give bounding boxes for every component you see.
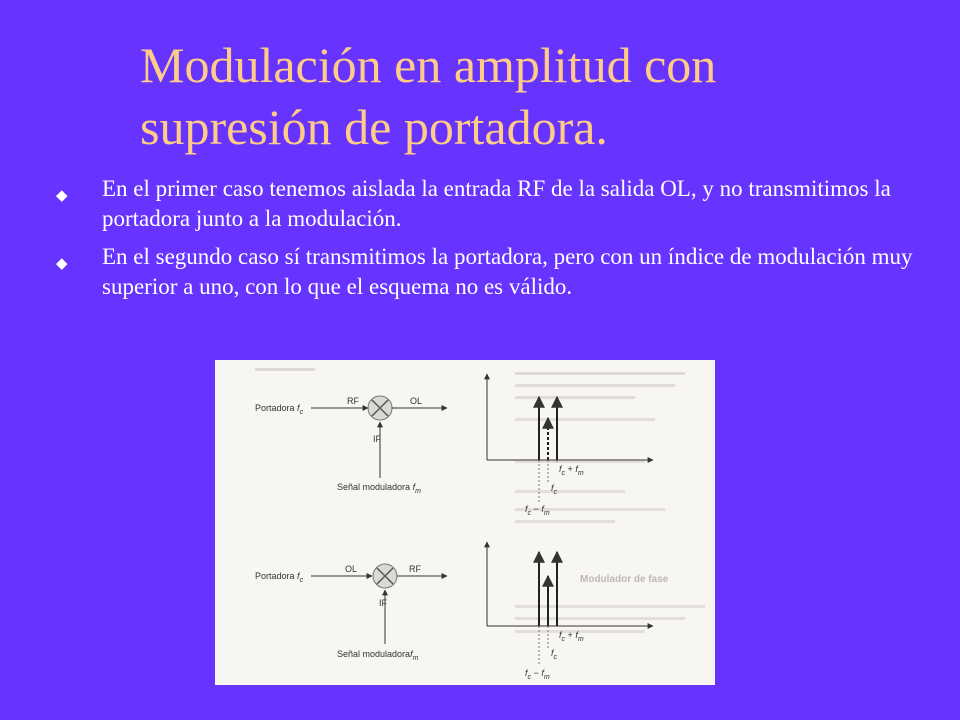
port-label: IF bbox=[373, 434, 381, 444]
port-label: OL bbox=[345, 564, 358, 574]
center-frequency-label: $f_c$ bbox=[551, 483, 558, 496]
slide-title-line-1: Modulación en amplitud con bbox=[140, 37, 717, 93]
diamond-icon: ◆ bbox=[56, 254, 68, 272]
upper-frequency-label: $f_c + f_m$ bbox=[559, 630, 584, 643]
mixer-icon bbox=[368, 396, 392, 420]
mixer-icon bbox=[373, 564, 397, 588]
modulating-label: Señal moduladoraf$_m$ bbox=[337, 649, 419, 662]
top-spectrum bbox=[487, 374, 653, 517]
slide-title-line-2: supresión de portadora. bbox=[140, 99, 608, 155]
top-modulator bbox=[255, 374, 653, 517]
bottom-spectrum bbox=[487, 542, 653, 681]
upper-frequency-label: $f_c + f_m$ bbox=[559, 464, 584, 477]
modulator-diagram bbox=[215, 360, 715, 685]
bullet-item bbox=[48, 242, 938, 302]
bullet-text: En el segundo caso sí transmitimos la portadora, pero con un índice de modulación muy superior a uno, con lo que el esquema no es válido. bbox=[102, 244, 913, 299]
bullet-list bbox=[48, 174, 938, 310]
port-label: RF bbox=[409, 564, 421, 574]
diamond-icon: ◆ bbox=[56, 186, 68, 204]
lower-frequency-label: $f_c - f_m$ bbox=[525, 668, 550, 681]
bullet-text: En el primer caso tenemos aislada la entrada RF de la salida OL, y no transmitimos la portadora junto a la modulación. bbox=[102, 176, 891, 231]
port-label: IF bbox=[379, 598, 387, 608]
carrier-label: Portadora $f_c$ bbox=[255, 571, 304, 584]
bleed-heading: Modulador de fase bbox=[580, 574, 669, 585]
bullet-item bbox=[48, 174, 938, 234]
lower-frequency-label: $f_c - f_m$ bbox=[525, 504, 550, 517]
bottom-modulator bbox=[255, 542, 653, 681]
slide-title bbox=[140, 34, 920, 158]
port-label: OL bbox=[410, 396, 423, 406]
port-label: RF bbox=[347, 396, 359, 406]
carrier-label: Portadora $f_c$ bbox=[255, 403, 304, 416]
center-frequency-label: $f_c$ bbox=[551, 648, 558, 661]
modulating-label: Señal moduladora $f_m$ bbox=[337, 482, 421, 495]
modulator-figure bbox=[215, 360, 715, 685]
